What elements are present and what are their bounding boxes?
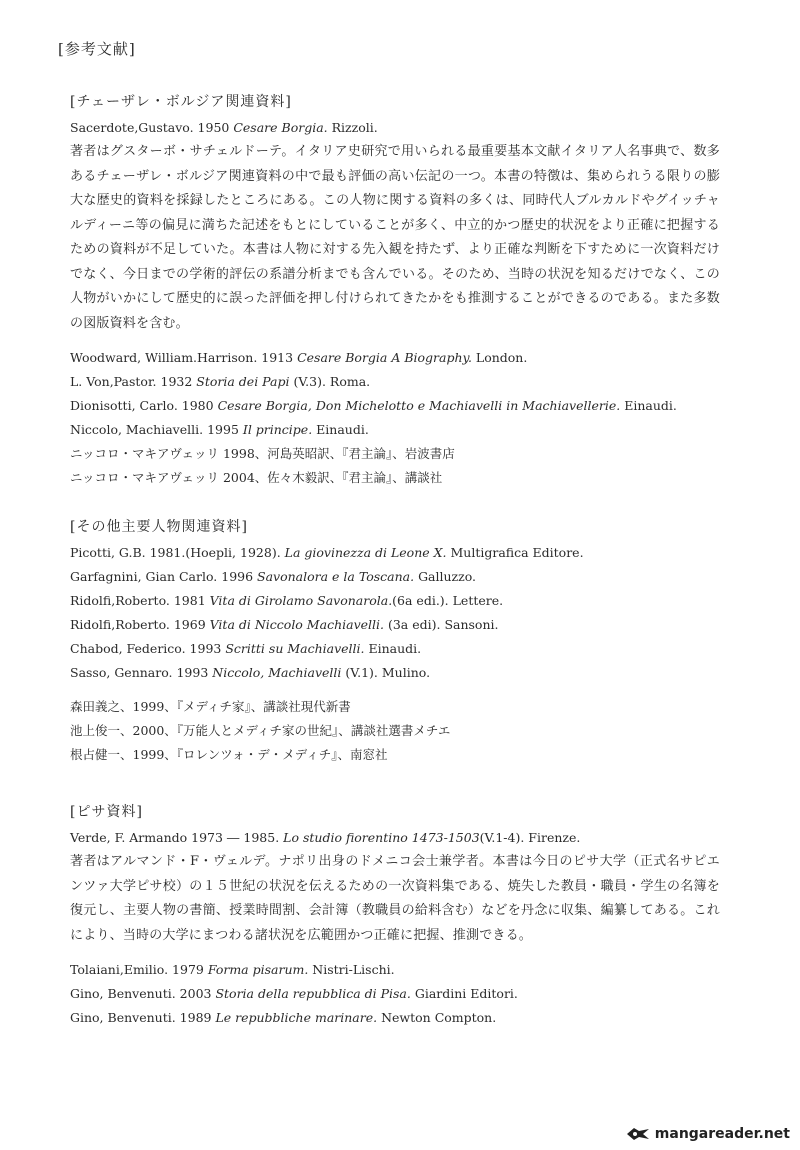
reference-entry: Verde, F. Armando 1973 ― 1985. Lo studio fiorentino 1473-1503(V.1-4). Firenze. xyxy=(70,830,581,845)
ninja-logo-icon xyxy=(625,1126,651,1142)
section-pisa xyxy=(70,800,720,1030)
reference-entry: 池上俊一、2000、『万能人とメディチ家の世紀』、講談社選書メチエ xyxy=(70,723,451,738)
reference-entry: Gino, Benvenuti. 1989 Le repubbliche marinare. Newton Compton. xyxy=(70,1010,497,1025)
section-other-figures xyxy=(70,515,720,767)
reference-entry: 根占健一、1999、『ロレンツォ・デ・メディチ』、南窓社 xyxy=(70,747,388,762)
reference-description: 著者はグスターボ・サチェルドーテ。イタリア史研究で用いられる最重要基本文献イタリア人名事典で、数多あるチェーザレ・ボルジア関連資料の中で最も評価の高い伝記の一つ。本書の特徴は、集められうる限りの膨大な歴史的資料を採録したところにある。この人物に関する資料の多くは、同時代人ブルカルドやグイッチャルディーニ等の偏見に満ちた記述をもとにしていることが多く、中立的かつ歴史的状況をより正確に把握するための資料が不足していた。本書は人物に対する先入観を持たず、より正確な判断を下すために一次資料だけでなく、今日までの学術的評伝の系譜分析までも含んでいる。そのため、当時の状況を知るだけでなく、この人物がいかにして歴史的に誤った評価を押し付けられてきたかをも推測することができるのである。また多数の図版資料を含む。 xyxy=(70,144,720,331)
reference-entry: 森田義之、1999、『メディチ家』、講談社現代新書 xyxy=(70,699,351,714)
section-title: [ピサ資料] xyxy=(70,804,143,820)
reference-entry: ニッコロ・マキアヴェッリ 2004、佐々木毅訳、『君主論』、講談社 xyxy=(70,470,443,485)
reference-entry: Ridolfi,Roberto. 1969 Vita di Niccolo Machiavelli. (3a edi). Sansoni. xyxy=(70,617,499,632)
reference-entry: Chabod, Federico. 1993 Scritti su Machiavelli. Einaudi. xyxy=(70,641,422,656)
reference-entry: Tolaiani,Emilio. 1979 Forma pisarum. Nistri-Lischi. xyxy=(70,962,395,977)
reference-entry: Sacerdote,Gustavo. 1950 Cesare Borgia. Rizzoli. xyxy=(70,120,378,135)
reference-entry: Garfagnini, Gian Carlo. 1996 Savonalora e la Toscana. Galluzzo. xyxy=(70,569,477,584)
reference-entry: Sasso, Gennaro. 1993 Niccolo, Machiavelli (V.1). Mulino. xyxy=(70,665,431,680)
reference-entry: Dionisotti, Carlo. 1980 Cesare Borgia, Don Michelotto e Machiavelli in Machiavellerie. Einaudi. xyxy=(70,398,677,413)
reference-entry: Woodward, William.Harrison. 1913 Cesare Borgia A Biography. London. xyxy=(70,350,528,365)
reference-entry: Picotti, G.B. 1981.(Hoepli, 1928). La giovinezza di Leone X. Multigrafica Editore. xyxy=(70,545,584,560)
section-borgia xyxy=(70,90,720,490)
watermark[interactable] xyxy=(625,1126,790,1142)
section-title: [その他主要人物関連資料] xyxy=(70,519,248,535)
watermark-text: mangareader.net xyxy=(654,1126,790,1142)
reference-entry: Gino, Benvenuti. 2003 Storia della repubblica di Pisa. Giardini Editori. xyxy=(70,986,518,1001)
reference-description: 著者はアルマンド・F・ヴェルデ。ナポリ出身のドメニコ会士兼学者。本書は今日のピサ大学（正式名サピエンツァ大学ピサ校）の１５世紀の状況を伝えるための一次資料集である、焼失した教員・職員・学生の名簿を復元し、主要人物の書簡、授業時間割、会計簿（教職員の給料含む）などを丹念に収集、編纂してある。これにより、当時の大学にまつわる諸状況を広範囲かつ正確に把握、推測できる。 xyxy=(70,854,720,943)
section-title: [チェーザレ・ボルジア関連資料] xyxy=(70,94,292,110)
reference-entry: Ridolfi,Roberto. 1981 Vita di Girolamo Savonarola.(6a edi.). Lettere. xyxy=(70,593,504,608)
reference-entry: Niccolo, Machiavelli. 1995 Il principe. Einaudi. xyxy=(70,422,369,437)
page-heading: [参考文献] xyxy=(58,40,136,58)
reference-entry: L. Von,Pastor. 1932 Storia dei Papi (V.3). Roma. xyxy=(70,374,371,389)
reference-entry: ニッコロ・マキアヴェッリ 1998、河島英昭訳、『君主論』、岩波書店 xyxy=(70,446,455,461)
